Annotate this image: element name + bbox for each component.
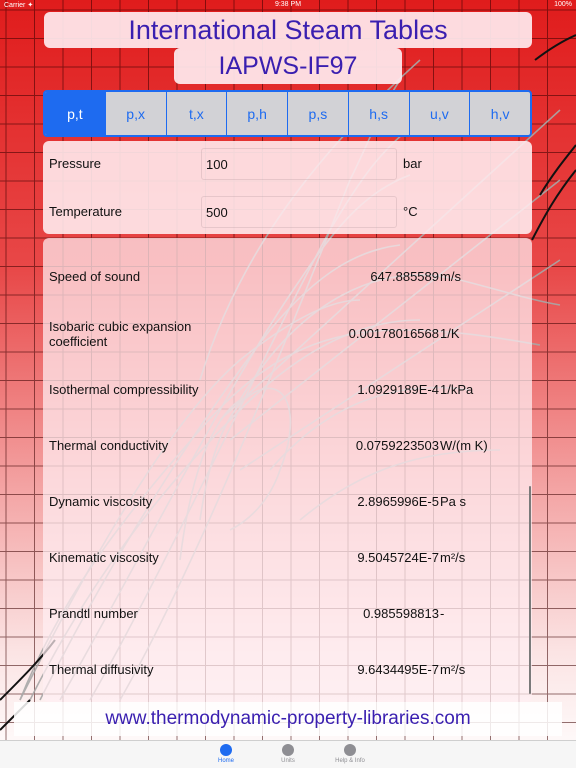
result-unit: Pa s [440, 494, 467, 509]
result-value: 0.985598813 [363, 606, 439, 621]
tab-bar-label: Help & Info [335, 758, 365, 764]
results-list[interactable] [43, 238, 532, 702]
bottom-tab-bar [0, 740, 576, 768]
result-value: 647.885589 [370, 269, 439, 284]
result-value: 9.6434495E-7 [357, 662, 439, 677]
input-panel [43, 141, 532, 234]
result-unit: 1/kPa [440, 382, 474, 397]
result-unit: 1/K [440, 326, 460, 341]
app-subtitle: IAPWS-IF97 [174, 48, 402, 84]
app-title: International Steam Tables [44, 12, 532, 48]
result-row-isothermal-compressibility [43, 360, 532, 416]
result-value: 0.0759223503 [355, 438, 439, 453]
scrollbar[interactable] [529, 486, 531, 694]
tab-p-x[interactable]: p,x [105, 92, 166, 135]
pressure-label: Pressure [49, 156, 102, 171]
result-row-isobaric-expansion [43, 304, 532, 360]
result-label: Speed of sound [49, 269, 141, 284]
battery-indicator: 100% [554, 1, 572, 8]
tab-bar-label: Units [281, 758, 295, 764]
tab-t-x[interactable]: t,x [166, 92, 227, 135]
result-row-thermal-diffusivity [43, 640, 532, 696]
tab-bar-label: Home [217, 758, 234, 764]
result-unit: - [440, 606, 445, 621]
result-unit: m²/s [440, 550, 466, 565]
temperature-row [43, 189, 532, 235]
tab-p-h[interactable]: p,h [226, 92, 287, 135]
pressure-input[interactable]: 100 [201, 148, 397, 180]
tab-bar-units[interactable] [258, 743, 318, 764]
temperature-input[interactable]: 500 [201, 196, 397, 228]
status-bar [0, 0, 576, 10]
result-unit: m²/s [440, 662, 466, 677]
help-icon [344, 744, 356, 756]
temperature-unit: °C [403, 204, 418, 219]
clock: 9:38 PM [274, 1, 302, 8]
result-row-speed-of-sound [43, 248, 532, 304]
tab-h-v[interactable]: h,v [469, 92, 530, 135]
result-unit: W/(m K) [440, 438, 488, 453]
result-label: Kinematic viscosity [49, 550, 159, 565]
input-mode-segmented-control [43, 90, 532, 137]
tab-bar-home[interactable] [196, 743, 256, 764]
result-value: 2.8965996E-5 [357, 494, 439, 509]
result-label: Isobaric cubic expansion coefficient [49, 319, 192, 349]
result-unit: m/s [440, 269, 461, 284]
result-value: 1.0929189E-4 [357, 382, 439, 397]
result-value: 0.00178016568 [348, 326, 439, 341]
tab-u-v[interactable]: u,v [409, 92, 470, 135]
carrier-label: Carrier ✦ [4, 2, 34, 9]
tab-p-s[interactable]: p,s [287, 92, 348, 135]
result-row-thermal-conductivity [43, 416, 532, 472]
result-label: Thermal diffusivity [49, 662, 154, 677]
result-row-dynamic-viscosity [43, 472, 532, 528]
tab-h-s[interactable]: h,s [348, 92, 409, 135]
tab-bar-help[interactable] [320, 743, 380, 764]
result-label: Dynamic viscosity [49, 494, 153, 509]
tab-p-t[interactable]: p,t [45, 92, 105, 135]
result-label: Thermal conductivity [49, 438, 169, 453]
home-icon [220, 744, 232, 756]
result-label: Isothermal compressibility [49, 382, 199, 397]
result-row-kinematic-viscosity [43, 528, 532, 584]
result-row-prandtl-number [43, 584, 532, 640]
website-link[interactable]: www.thermodynamic-property-libraries.com [14, 702, 562, 736]
result-label: Prandtl number [49, 606, 138, 621]
temperature-label: Temperature [49, 204, 122, 219]
pressure-row [43, 141, 532, 187]
pressure-unit: bar [403, 156, 422, 171]
units-icon [282, 744, 294, 756]
result-value: 9.5045724E-7 [357, 550, 439, 565]
